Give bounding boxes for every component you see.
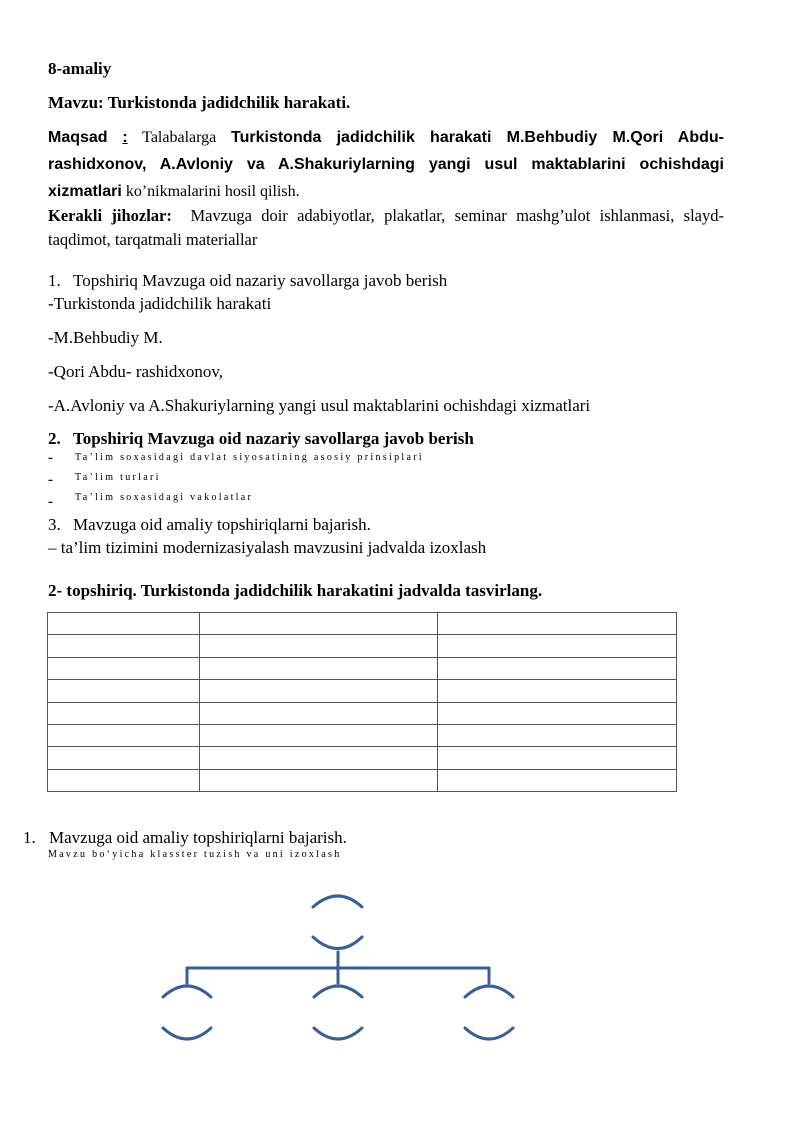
table-cell[interactable] [438, 635, 677, 657]
task2-dash: - [48, 472, 53, 488]
table-cell[interactable] [48, 724, 200, 746]
topic-title: Mavzu: Turkistonda jadidchilik harakati. [48, 93, 351, 112]
table-cell[interactable] [48, 702, 200, 724]
table-row [48, 747, 677, 769]
table-row [48, 702, 677, 724]
table-row [48, 769, 677, 791]
table-cell[interactable] [438, 724, 677, 746]
task1-item: -A.Avloniy va A.Shakuriylarning yangi usul maktablarini ochishdagi xizmatlari [48, 396, 591, 415]
table-cell[interactable] [438, 747, 677, 769]
table-task-title: 2- topshiriq. Turkistonda jadidchilik harakatini jadvalda tasvirlang. [48, 581, 543, 600]
task1-item: -Qori Abdu- rashidxonov, [48, 362, 224, 381]
table-row [48, 635, 677, 657]
table-row [48, 613, 677, 635]
table-cell[interactable] [48, 747, 200, 769]
task2-dash: - [48, 494, 53, 510]
equipment-label: Kerakli jihozlar: [48, 206, 172, 225]
equipment-paragraph [48, 204, 724, 252]
table-cell[interactable] [438, 657, 677, 679]
table-cell[interactable] [200, 657, 438, 679]
task2-heading [48, 429, 474, 449]
cluster-child-node [314, 986, 362, 997]
cluster-diagram [0, 880, 800, 1060]
cluster-task-number: 1. [23, 828, 36, 847]
table-cell[interactable] [200, 769, 438, 791]
cluster-task-heading [23, 828, 347, 848]
task1-heading [48, 271, 447, 291]
goal-lead: Talabalarga [142, 129, 217, 146]
cluster-task-title: Mavzuga oid amaliy topshiriqlarni bajarish. [49, 828, 347, 847]
table-row [48, 657, 677, 679]
task1-item: -Turkistonda jadidchilik harakati [48, 294, 272, 313]
empty-table [47, 612, 677, 792]
task2-item: Ta’lim soxasidagi vakolatlar [75, 492, 254, 503]
table-cell[interactable] [200, 702, 438, 724]
task1-item: -M.Behbudiy M. [48, 328, 163, 347]
goal-bold-text: Turkistonda jadidchilik harakati M.Behbudiy M.Qori Abdu-rashidxonov, A.Avloniy va A.Shakuriylarning yangi usul maktablarini ochishdagi xizmatlari [48, 129, 724, 200]
task1-title: Topshiriq Mavzuga oid nazariy savollarga javob berish [73, 271, 448, 290]
task3-number: 3. [48, 515, 61, 534]
task2-item: Ta’lim turlari [75, 472, 161, 483]
table-cell[interactable] [200, 680, 438, 702]
table-cell[interactable] [48, 613, 200, 635]
cluster-child-node [465, 986, 513, 997]
table-cell[interactable] [438, 769, 677, 791]
table-cell[interactable] [438, 613, 677, 635]
task2-number: 2. [48, 429, 61, 448]
practical-number: 8-amaliy [48, 59, 112, 78]
table-row [48, 680, 677, 702]
table-cell[interactable] [438, 702, 677, 724]
table-cell[interactable] [200, 747, 438, 769]
cluster-child-node [163, 1028, 211, 1039]
cluster-child-node [314, 1028, 362, 1039]
task2-item: Ta’lim soxasidagi davlat siyosatining asosiy prinsiplari [75, 452, 424, 463]
table-cell[interactable] [48, 635, 200, 657]
table-cell[interactable] [200, 613, 438, 635]
table-cell[interactable] [48, 769, 200, 791]
table-cell[interactable] [48, 680, 200, 702]
table-row [48, 724, 677, 746]
task3-title: Mavzuga oid amaliy topshiriqlarni bajarish. [73, 515, 371, 534]
task2-title: Topshiriq Mavzuga oid nazariy savollarga javob berish [73, 429, 474, 448]
cluster-child-node [465, 1028, 513, 1039]
table-cell[interactable] [200, 635, 438, 657]
cluster-task-subtitle: Mavzu bo‘yicha klasster tuzish va uni izoxlash [48, 849, 342, 860]
table-cell[interactable] [438, 680, 677, 702]
goal-paragraph [48, 124, 724, 205]
task3-heading [48, 515, 371, 535]
goal-label: Maqsad [48, 129, 108, 146]
cluster-root-node [313, 896, 362, 907]
table-cell[interactable] [200, 724, 438, 746]
table-cell[interactable] [48, 657, 200, 679]
cluster-root-node [313, 937, 362, 949]
task1-number: 1. [48, 271, 61, 290]
goal-tail: ko’nikmalarini hosil qilish. [125, 183, 300, 200]
task2-dash: - [48, 450, 53, 466]
goal-colon: : [122, 129, 128, 146]
cluster-child-node [163, 986, 211, 997]
task3-subtitle: – ta’lim tizimini modernizasiyalash mavzusini jadvalda izoxlash [48, 538, 487, 557]
equipment-text: Mavzuga doir adabiyotlar, plakatlar, seminar mashg’ulot ishlanmasi, slayd-taqdimot, tarqatmali materiallar [48, 206, 724, 249]
